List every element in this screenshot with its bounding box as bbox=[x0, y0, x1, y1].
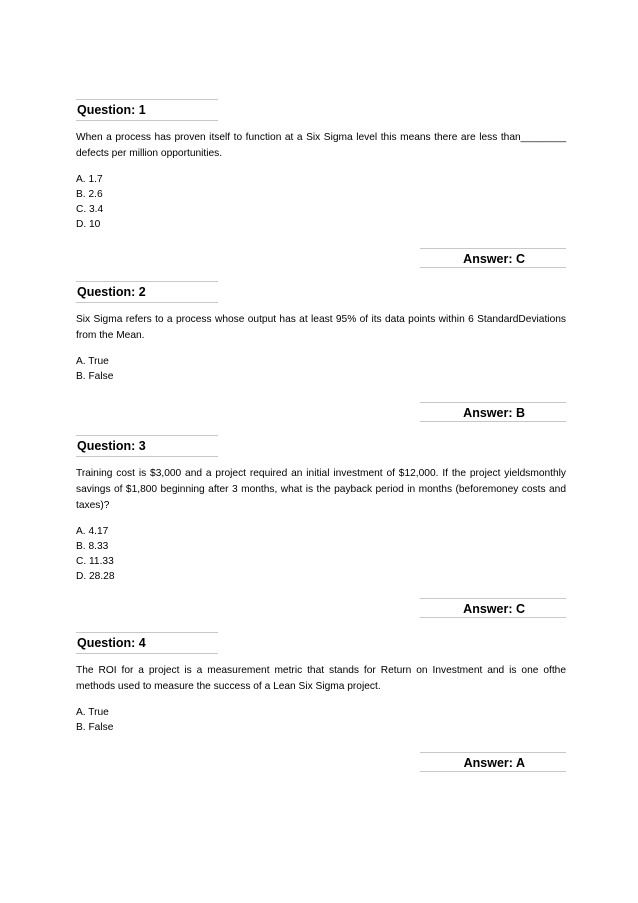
option: B. False bbox=[76, 722, 114, 733]
option: B. 8.33 bbox=[76, 541, 109, 552]
option: D. 28.28 bbox=[76, 571, 115, 582]
answer-label: Answer: C bbox=[420, 598, 566, 618]
question-header: Question: 1 bbox=[76, 99, 218, 121]
question-block-2 bbox=[76, 281, 566, 384]
question-text: The ROI for a project is a measurement metric that stands for Return on Investment and is one ofthe methods used to measure the success of a Lean Six Sigma project. bbox=[76, 665, 566, 692]
option: A. 1.7 bbox=[76, 174, 103, 185]
question-text: Training cost is $3,000 and a project required an initial investment of $12,000. If the project yieldsmonthly savings of $1,800 beginning after 3 months, what is the payback period in months (beforemoney costs and taxes)? bbox=[76, 468, 566, 511]
answer-label: Answer: A bbox=[420, 752, 566, 772]
question-header: Question: 2 bbox=[76, 281, 218, 303]
answer-options bbox=[76, 705, 566, 735]
option: A. True bbox=[76, 707, 109, 718]
option: C. 3.4 bbox=[76, 204, 104, 215]
option: C. 11.33 bbox=[76, 556, 114, 567]
answer-options bbox=[76, 354, 566, 384]
option: D. 10 bbox=[76, 219, 101, 230]
option: B. False bbox=[76, 371, 114, 382]
option: A. True bbox=[76, 356, 109, 367]
answer-label: Answer: B bbox=[420, 402, 566, 422]
question-block-3 bbox=[76, 435, 566, 584]
question-header: Question: 4 bbox=[76, 632, 218, 654]
question-text: When a process has proven itself to function at a Six Sigma level this means there are less than________ defects per million opportunities. bbox=[76, 132, 566, 159]
question-block-4 bbox=[76, 632, 566, 735]
question-block-1 bbox=[76, 99, 566, 232]
answer-options bbox=[76, 172, 566, 232]
question-text: Six Sigma refers to a process whose output has at least 95% of its data points within 6 StandardDeviations from the Mean. bbox=[76, 314, 566, 341]
option: A. 4.17 bbox=[76, 526, 109, 537]
option: B. 2.6 bbox=[76, 189, 103, 200]
answer-label: Answer: C bbox=[420, 248, 566, 268]
question-header: Question: 3 bbox=[76, 435, 218, 457]
answer-options bbox=[76, 524, 566, 584]
